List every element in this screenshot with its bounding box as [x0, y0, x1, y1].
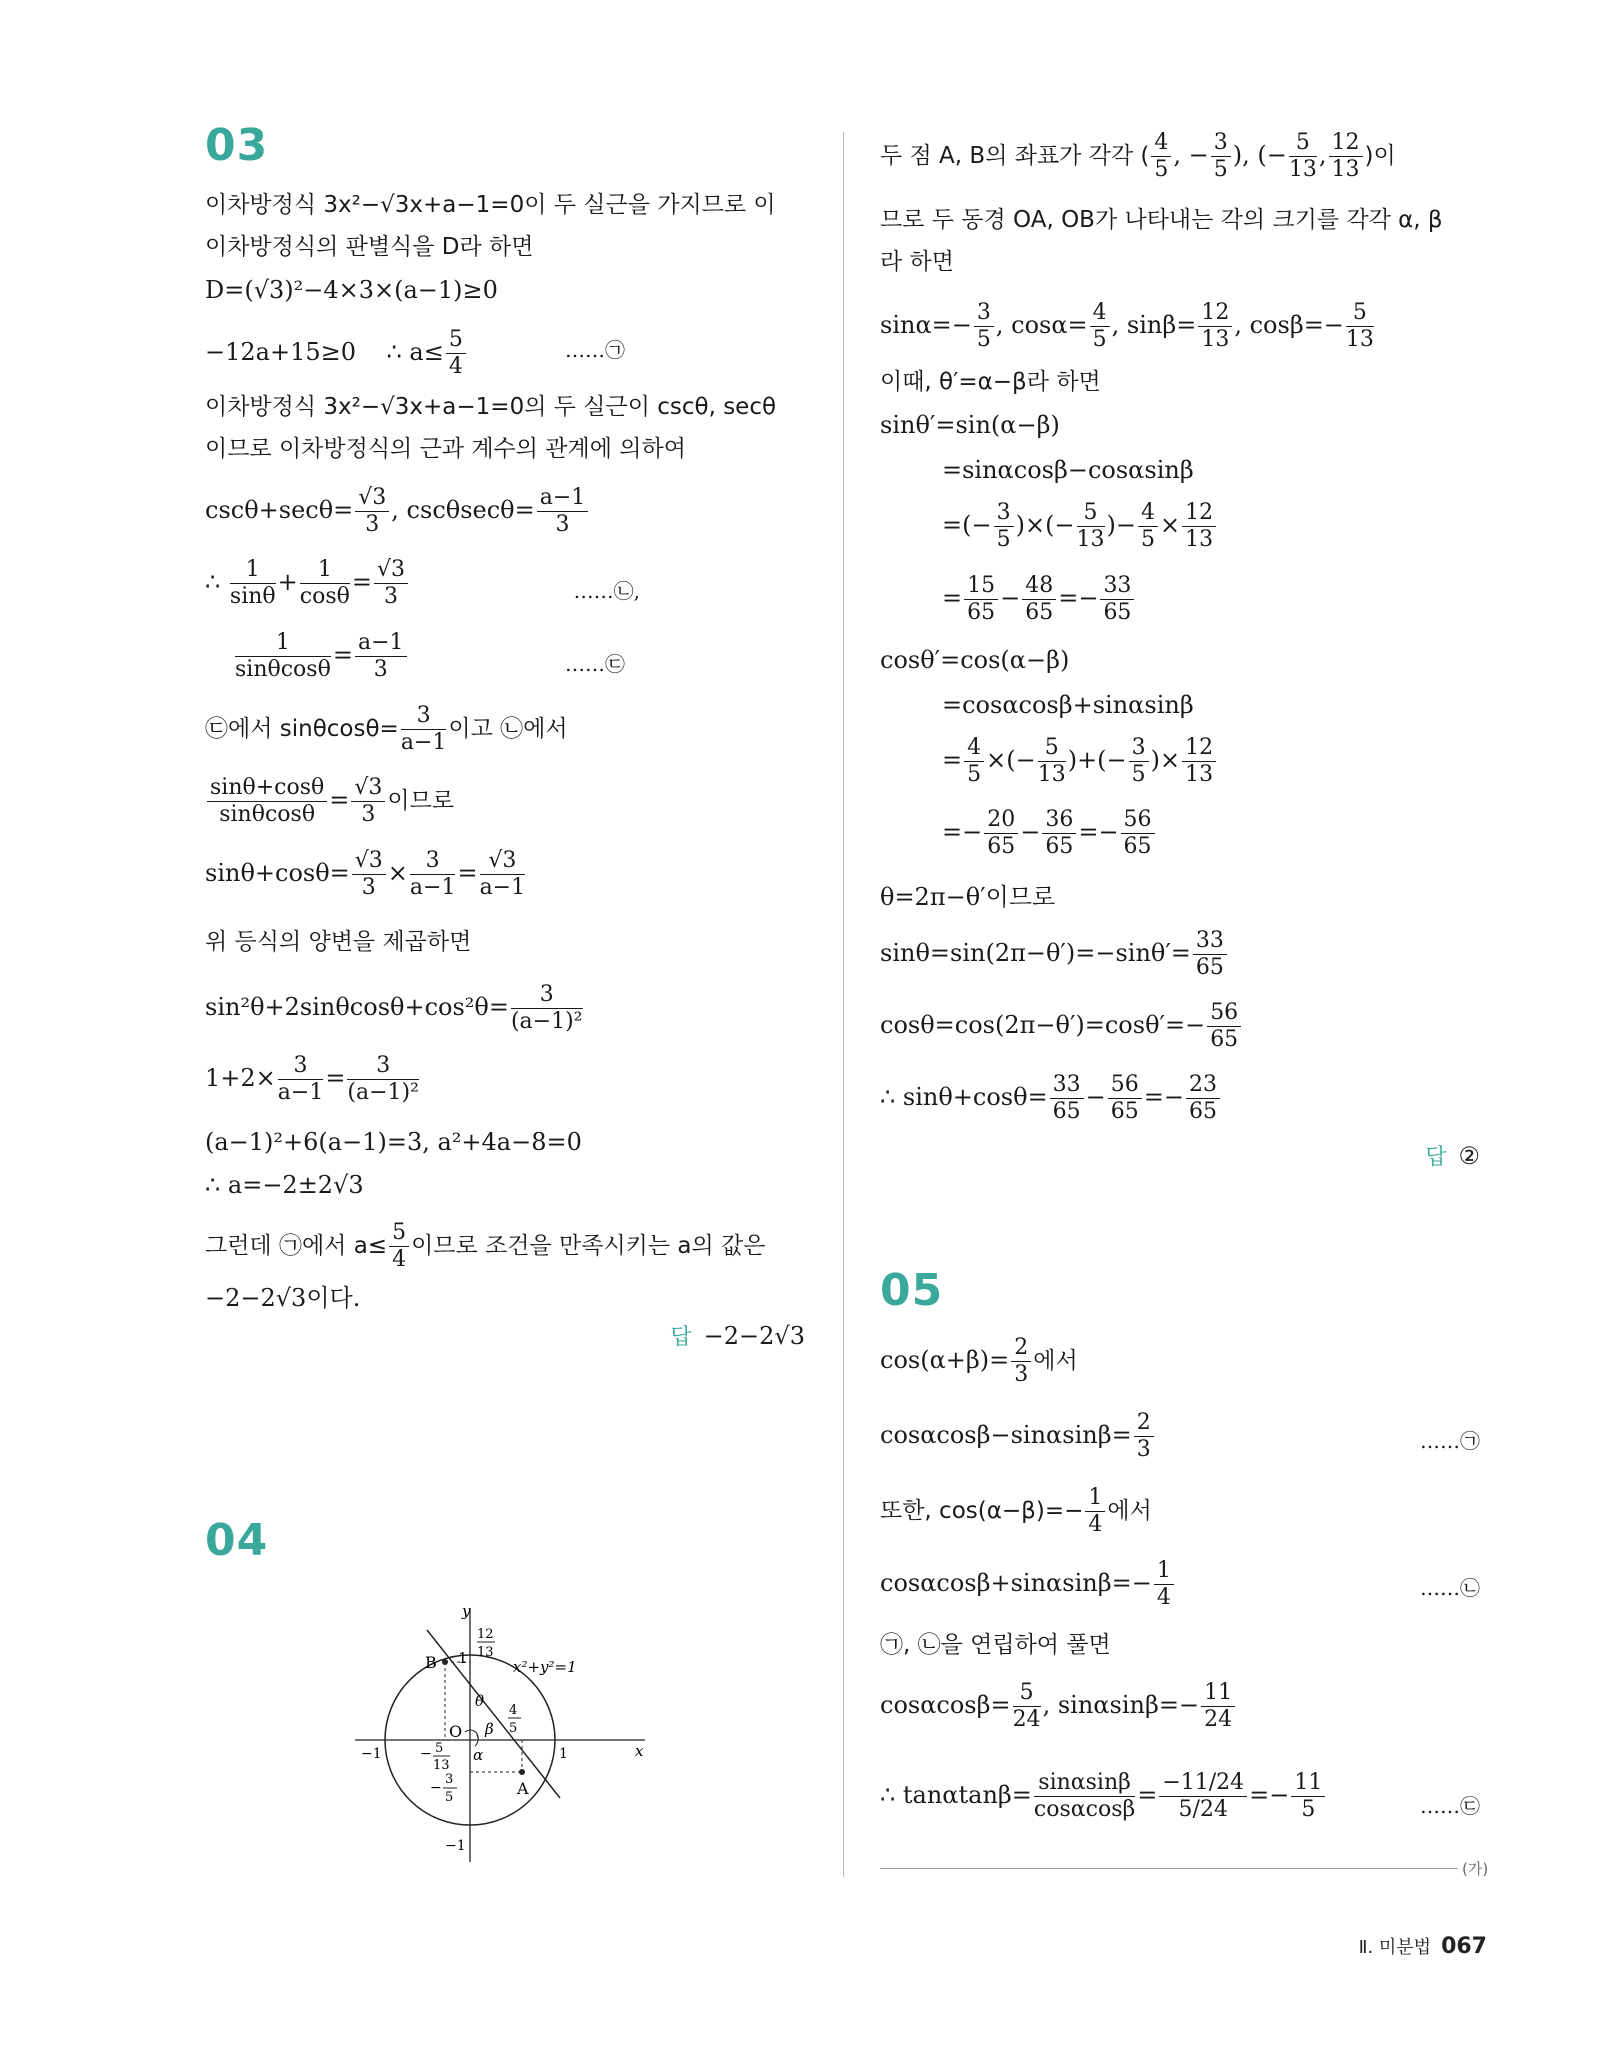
p03-line: $\frac{\sin\theta+\cos\theta}{\sin\theta\cos\theta}$ = $\frac{√3}{3}$ 이므로 [205, 775, 454, 828]
p05-line: 또한, cos(α−β)=− $\frac{1}{4}$ 에서 [880, 1485, 1152, 1537]
tag-3: ……㉢ [565, 652, 625, 676]
continuation-marker: (가) [1462, 1860, 1489, 1878]
page-number: 067 [1441, 1934, 1487, 1959]
p04-line: θ=2π−θ′이므로 [880, 883, 1056, 911]
label: 1 [458, 1649, 468, 1667]
tag-2: ……㉡ [1420, 1576, 1480, 1600]
label: 13 [477, 1645, 494, 1660]
p04-line: ∴ sinθ+cosθ= $\frac{33}{65}$ − $\frac{56}{65}$ =− $\frac{23}{65}$ [880, 1072, 1222, 1125]
p03-discriminant: D=(√3)²−4×3×(a−1)≥0 [205, 276, 498, 304]
p04-line: 이때, θ′=α−β라 하면 [880, 369, 1101, 395]
p03-line: −2−2√3이다. [205, 1284, 361, 1312]
p03-eq-2: ∴ $\frac{1}{\sin\theta}$ + $\frac{1}{\cos\theta}$ = $\frac{√3}{3}$ [205, 557, 410, 610]
p03-line: ∴ a=−2±2√3 [205, 1171, 364, 1199]
unit-circle-figure [345, 1600, 665, 1865]
p04-line: 므로 두 동경 OA, OB가 나타내는 각의 크기를 각각 α, β [880, 207, 1443, 233]
angle-arc [465, 1730, 478, 1740]
p03-line: 위 등식의 양변을 제곱하면 [205, 929, 472, 955]
p04-line: cosθ′=cos(α−β) [880, 646, 1070, 674]
p03-line: 이차방정식의 판별식을 D라 하면 [205, 234, 534, 260]
p04-line: 라 하면 [880, 249, 954, 275]
p04-line: =sinαcosβ−cosαsinβ [942, 456, 1194, 484]
p04-line: = $\frac{4}{5}$ ×(− $\frac{5}{13}$ )+(− $\frac{3}{5}$ )× $\frac{12}{13}$ [942, 735, 1218, 788]
p03-line: (a−1)²+6(a−1)=3, a²+4a−8=0 [205, 1128, 582, 1156]
p05-line: cosαcosβ+sinαsinβ=− $\frac{1}{4}$ [880, 1558, 1176, 1611]
label: 5 [445, 1790, 454, 1805]
page-footer [1359, 1933, 1487, 1959]
p05-line: ∴ tanαtanβ= $\frac{\sin\alpha\sin\beta}{\cos\alpha\cos\beta}$ = $\frac{-11/24}{5/24}$ =− $\frac{11}{5}$ [880, 1770, 1327, 1823]
p05-line: cosαcosβ= $\frac{5}{24}$ , sinαsinβ=− $\frac{11}{24}$ [880, 1680, 1237, 1733]
p04-line: 두 점 A, B의 좌표가 각각 ( $\frac{4}{5}$ , − $\frac{3}{5}$ ), (− $\frac{5}{13}$ , $\frac{12}{13}$ )이 [880, 130, 1396, 182]
problem-04-number: 04 [205, 1515, 269, 1566]
label: 5 [435, 1741, 444, 1756]
label: − [420, 1746, 432, 1762]
chapter-label: Ⅱ. 미분법 [1358, 1937, 1432, 1958]
p05-line: cosαcosβ−sinαsinβ= $\frac{2}{3}$ [880, 1410, 1156, 1463]
p04-line: =cosαcosβ+sinαsinβ [942, 691, 1194, 719]
p04-line: =− $\frac{20}{65}$ − $\frac{36}{65}$ =− $\frac{56}{65}$ [942, 807, 1157, 860]
label: x²+y²=1 [513, 1658, 577, 1676]
label: −1 [361, 1746, 382, 1762]
label: 13 [433, 1758, 450, 1773]
x-label: x [635, 1742, 644, 1760]
problem-05-number: 05 [880, 1265, 944, 1316]
column-divider [843, 132, 844, 1877]
problem-03-number: 03 [205, 120, 269, 171]
p05-line: cos(α+β)= $\frac{2}{3}$ 에서 [880, 1335, 1078, 1387]
label: 4 [509, 1703, 518, 1718]
p03-line: 이므로 이차방정식의 근과 계수의 관계에 의하여 [205, 436, 686, 462]
label: θ [475, 1692, 485, 1710]
p04-line: sinα=− $\frac{3}{5}$ , cosα= $\frac{4}{5}$ , sinβ= $\frac{12}{13}$ , cosβ=− $\frac{5}{13}$ [880, 300, 1374, 352]
p03-line: sin²θ+2sinθcosθ+cos²θ= $\frac{3}{\text{(a−1)²}}$ [205, 982, 583, 1034]
label: − [430, 1780, 442, 1796]
p03-inequality: −12a+15≥0 ∴ a≤ $\frac{5}{4}$ [205, 327, 468, 380]
p05-line: ㉠, ㉡을 연립하여 풀면 [880, 1632, 1111, 1658]
p04-line: = $\frac{15}{65}$ − $\frac{48}{65}$ =− $\frac{33}{65}$ [942, 573, 1136, 626]
label: −1 [445, 1838, 466, 1854]
p04-line: sinθ=sin(2π−θ′)=−sinθ′= $\frac{33}{65}$ [880, 928, 1229, 981]
label: B [425, 1653, 437, 1672]
p03-line: sinθ+cosθ= $\frac{√3}{3}$ × $\frac{3}{a-1}$ = $\frac{√3}{a-1}$ [205, 848, 526, 900]
label: 1 [559, 1746, 568, 1762]
continuation-rule [880, 1868, 1458, 1869]
p03-eq-3: $\frac{1}{\sin\theta\cos\theta}$ = $\frac{a-1}{3}$ [233, 630, 409, 683]
p03-line: ㉢에서 sinθcosθ= $\frac{3}{a-1}$ 이고 ㉡에서 [205, 703, 568, 755]
p03-line: 이차방정식 3x²−√3x+a−1=0의 두 실근이 cscθ, secθ [205, 394, 777, 420]
tag-1: ……㉠ [565, 338, 625, 362]
p03-vieta: cscθ+secθ= $\frac{√3}{3}$ , cscθsecθ= $\frac{a-1}{3}$ [205, 485, 590, 538]
tag-3: ……㉢ [1420, 1794, 1480, 1818]
p03-answer: 답 −2−2√3 [670, 1322, 805, 1350]
label: A [517, 1779, 529, 1798]
label: 3 [445, 1772, 454, 1787]
label: β [485, 1720, 494, 1738]
p04-line: =(− $\frac{3}{5}$ )×(− $\frac{5}{13}$ )− $\frac{4}{5}$ × $\frac{12}{13}$ [942, 500, 1218, 553]
label: α [473, 1746, 484, 1764]
p03-line: 그런데 ㉠에서 a≤ $\frac{5}{4}$ 이므로 조건을 만족시키는 a의 값은 [205, 1220, 766, 1272]
p03-line: 이차방정식 3x²−√3x+a−1=0이 두 실근을 가지므로 이 [205, 192, 776, 218]
p04-answer: 답 ② [1425, 1142, 1480, 1170]
p03-line: 1+2× $\frac{3}{a-1}$ = $\frac{3}{\text{(a−1)²}}$ [205, 1053, 419, 1105]
label: 12 [477, 1627, 494, 1642]
tag-1: ……㉠ [1420, 1429, 1480, 1453]
p04-line: sinθ′=sin(α−β) [880, 411, 1060, 439]
tag-2: ……㉡, [573, 579, 640, 603]
p04-line: cosθ=cos(2π−θ′)=cosθ′=− $\frac{56}{65}$ [880, 1000, 1243, 1053]
label: 5 [509, 1721, 518, 1736]
label: O [449, 1722, 463, 1741]
y-label: y [462, 1602, 471, 1620]
